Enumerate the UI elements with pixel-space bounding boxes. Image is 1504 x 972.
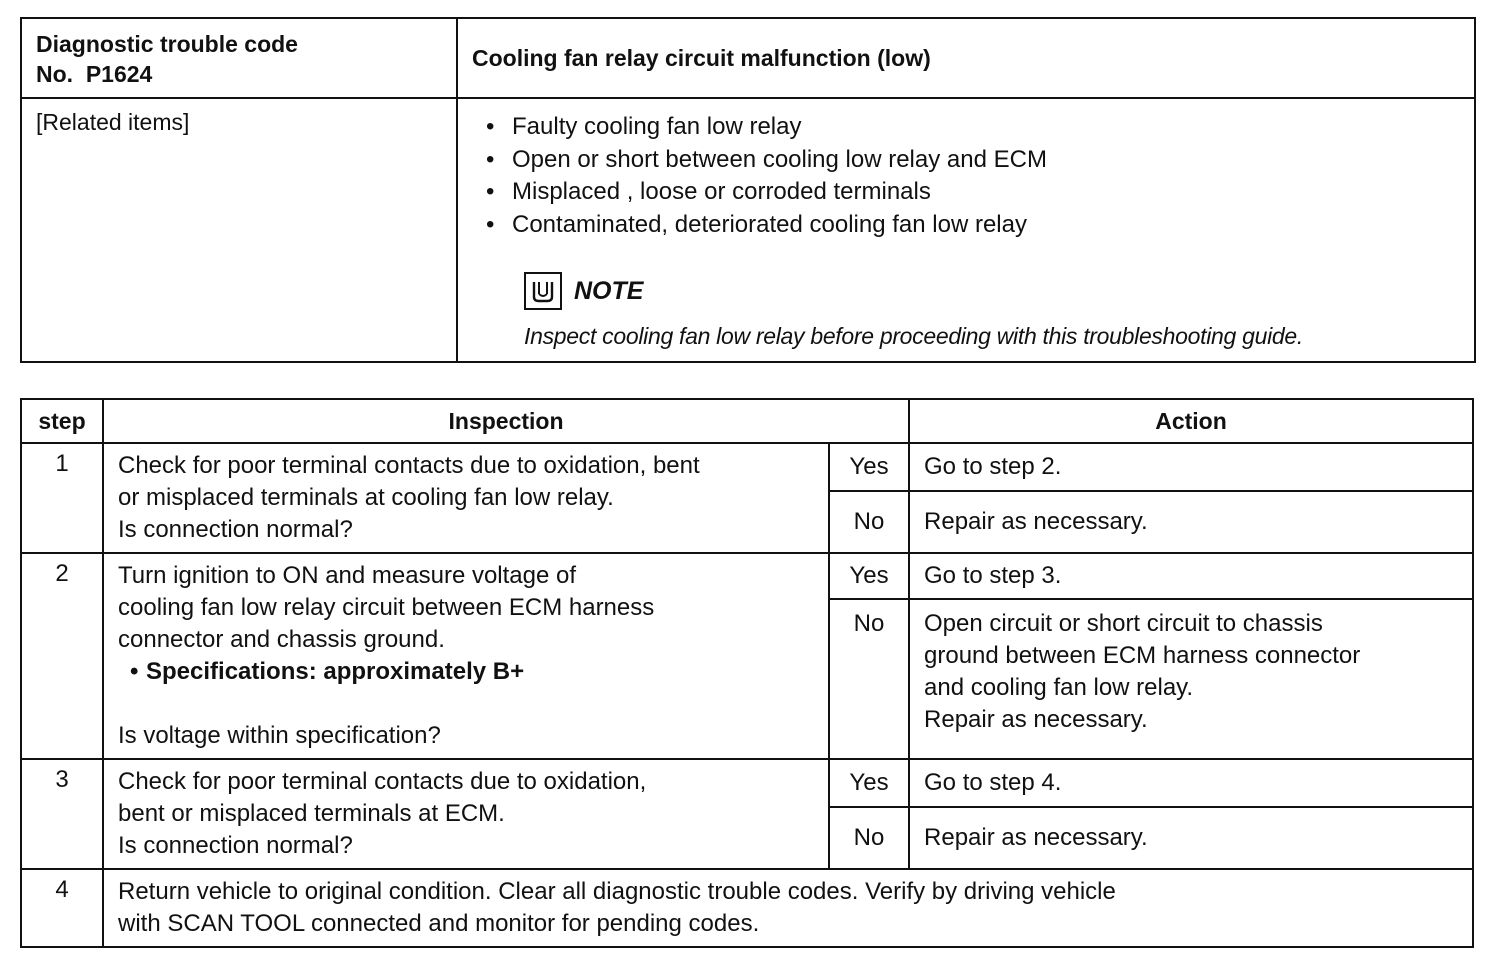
step-inspection (103, 869, 1473, 947)
header-action: Action (909, 399, 1473, 443)
related-items-label: [Related items] (21, 98, 457, 362)
inspection-line: or misplaced terminals at cooling fan low relay. (118, 484, 614, 511)
action-line: ground between ECM harness connector (924, 642, 1361, 670)
no-action (909, 599, 1473, 759)
yes-action: Go to step 4. (909, 759, 1473, 807)
inspection-line: with SCAN TOOL connected and monitor for pending codes. (118, 910, 760, 937)
list-item: • Misplaced , loose or corroded terminals (512, 176, 1460, 209)
inspection-line: Turn ignition to ON and measure voltage of (118, 562, 577, 589)
step-number: 2 (21, 553, 103, 759)
related-items-list (472, 111, 1460, 241)
inspection-line: Return vehicle to original condition. Clear all diagnostic trouble codes. Verify by driving vehicle (118, 878, 1116, 905)
no-label: No (829, 599, 909, 759)
step-number: 1 (21, 443, 103, 553)
header-step: step (21, 399, 103, 443)
yes-label: Yes (829, 443, 909, 491)
inspection-question: Is voltage within specification? (118, 722, 441, 749)
step-inspection (103, 443, 829, 553)
yes-label: Yes (829, 553, 909, 599)
yes-action: Go to step 2. (909, 443, 1473, 491)
inspection-line: cooling fan low relay circuit between ECM harness (118, 594, 655, 621)
note-text: Inspect cooling fan low relay before proceeding with this troubleshooting guide. (524, 323, 1303, 349)
yes-action: Go to step 3. (909, 553, 1473, 599)
note-block (524, 271, 1460, 350)
note-header (524, 271, 1460, 311)
action-line: Open circuit or short circuit to chassis (924, 610, 1323, 638)
related-items-cell (457, 98, 1475, 362)
header-inspection: Inspection (103, 399, 909, 443)
step-number: 3 (21, 759, 103, 869)
no-action: Repair as necessary. (909, 807, 1473, 869)
no-label: No (829, 491, 909, 553)
step-inspection (103, 553, 829, 759)
inspection-line: connector and chassis ground. (118, 626, 445, 653)
action-line: Repair as necessary. (924, 706, 1148, 734)
list-item: • Faulty cooling fan low relay (512, 111, 1460, 144)
no-label: No (829, 807, 909, 869)
specification: • Specifications: approximately B+ (118, 656, 814, 688)
list-item: • Contaminated, deteriorated cooling fan low relay (512, 209, 1460, 242)
note-title: NOTE (574, 276, 644, 305)
step-inspection (103, 759, 829, 869)
yes-label: Yes (829, 759, 909, 807)
dtc-label: Diagnostic trouble code (36, 31, 298, 57)
dtc-info-table (20, 17, 1476, 363)
inspection-line: Is connection normal? (118, 516, 353, 543)
troubleshooting-steps-table (20, 398, 1474, 948)
dtc-label-cell (21, 18, 457, 98)
inspection-line: Check for poor terminal contacts due to oxidation, (118, 768, 647, 795)
inspection-line: Is connection normal? (118, 832, 353, 859)
no-action: Repair as necessary. (909, 491, 1473, 553)
hand-book-icon (524, 272, 562, 310)
list-item: • Open or short between cooling low relay and ECM (512, 144, 1460, 177)
action-line: and cooling fan low relay. (924, 674, 1194, 702)
inspection-line: Check for poor terminal contacts due to oxidation, bent (118, 452, 700, 479)
inspection-line: bent or misplaced terminals at ECM. (118, 800, 505, 827)
step-number: 4 (21, 869, 103, 947)
dtc-title: Cooling fan relay circuit malfunction (low) (457, 18, 1475, 98)
dtc-number: No. P1624 (36, 61, 153, 87)
